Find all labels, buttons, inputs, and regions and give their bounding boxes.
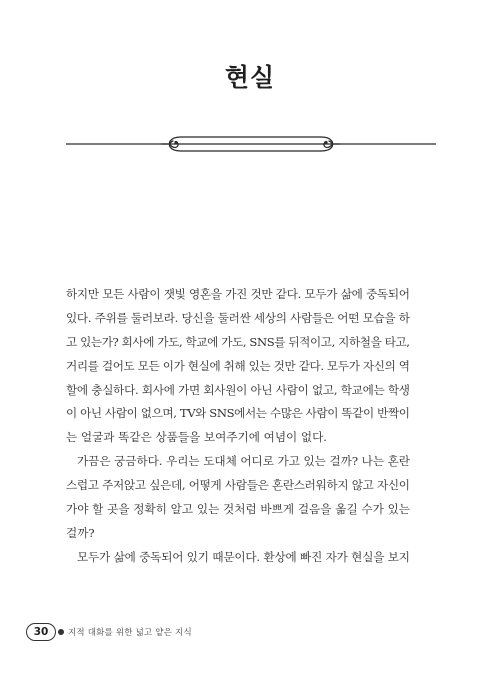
body-line: 이 아닌 사람이 없으며, TV와 SNS에서는 수많은 사람이 똑같이 반짝이 — [66, 406, 410, 421]
body-line: 가야 할 곳을 정확히 알고 있는 것처럼 바쁘게 걸음을 옮길 수가 있는 — [66, 502, 410, 517]
ornamental-divider — [66, 126, 436, 162]
body-line: 스럽고 주저앉고 싶은데, 어떻게 사람들은 혼란스러워하지 않고 자신이 — [66, 478, 410, 493]
running-book-title: 지적 대화를 위한 넓고 얕은 지식 — [68, 628, 192, 638]
page-footer — [26, 620, 192, 644]
body-line: 걸까? — [66, 525, 95, 540]
body-line: 가끔은 궁금하다. 우리는 도대체 어디로 가고 있는 걸까? 나는 혼란 — [77, 454, 410, 469]
body-line: 하지만 모든 사람이 잿빛 영혼을 가진 것만 같다. 모두가 삶에 중독되어 — [66, 287, 410, 301]
body-line: 고 있는가? 회사에 가도, 학교에 가도, SNS를 뒤적이고, 지하철을 타고, — [66, 334, 410, 349]
body-line: 는 얼굴과 똑같은 상품들을 보여주기에 여념이 없다. — [66, 430, 327, 445]
body-line: 할에 충실하다. 회사에 가면 회사원이 아닌 사람이 없고, 학교에는 학생 — [66, 382, 410, 397]
body-line: 있다. 주위를 둘러보라. 당신을 둘러싼 세상의 사람들은 어떤 모습을 하 — [66, 310, 410, 325]
body-line: 모두가 삶에 중독되어 있기 때문이다. 환상에 빠진 자가 현실을 보지 — [77, 549, 410, 564]
bullet-icon — [58, 629, 64, 635]
page-number: 30 — [26, 623, 56, 641]
chapter-title: 현실 — [224, 63, 276, 92]
body-line: 거리를 걸어도 모든 이가 현실에 취해 있는 것만 같다. 모두가 자신의 역 — [66, 358, 410, 373]
body-text — [66, 283, 410, 570]
